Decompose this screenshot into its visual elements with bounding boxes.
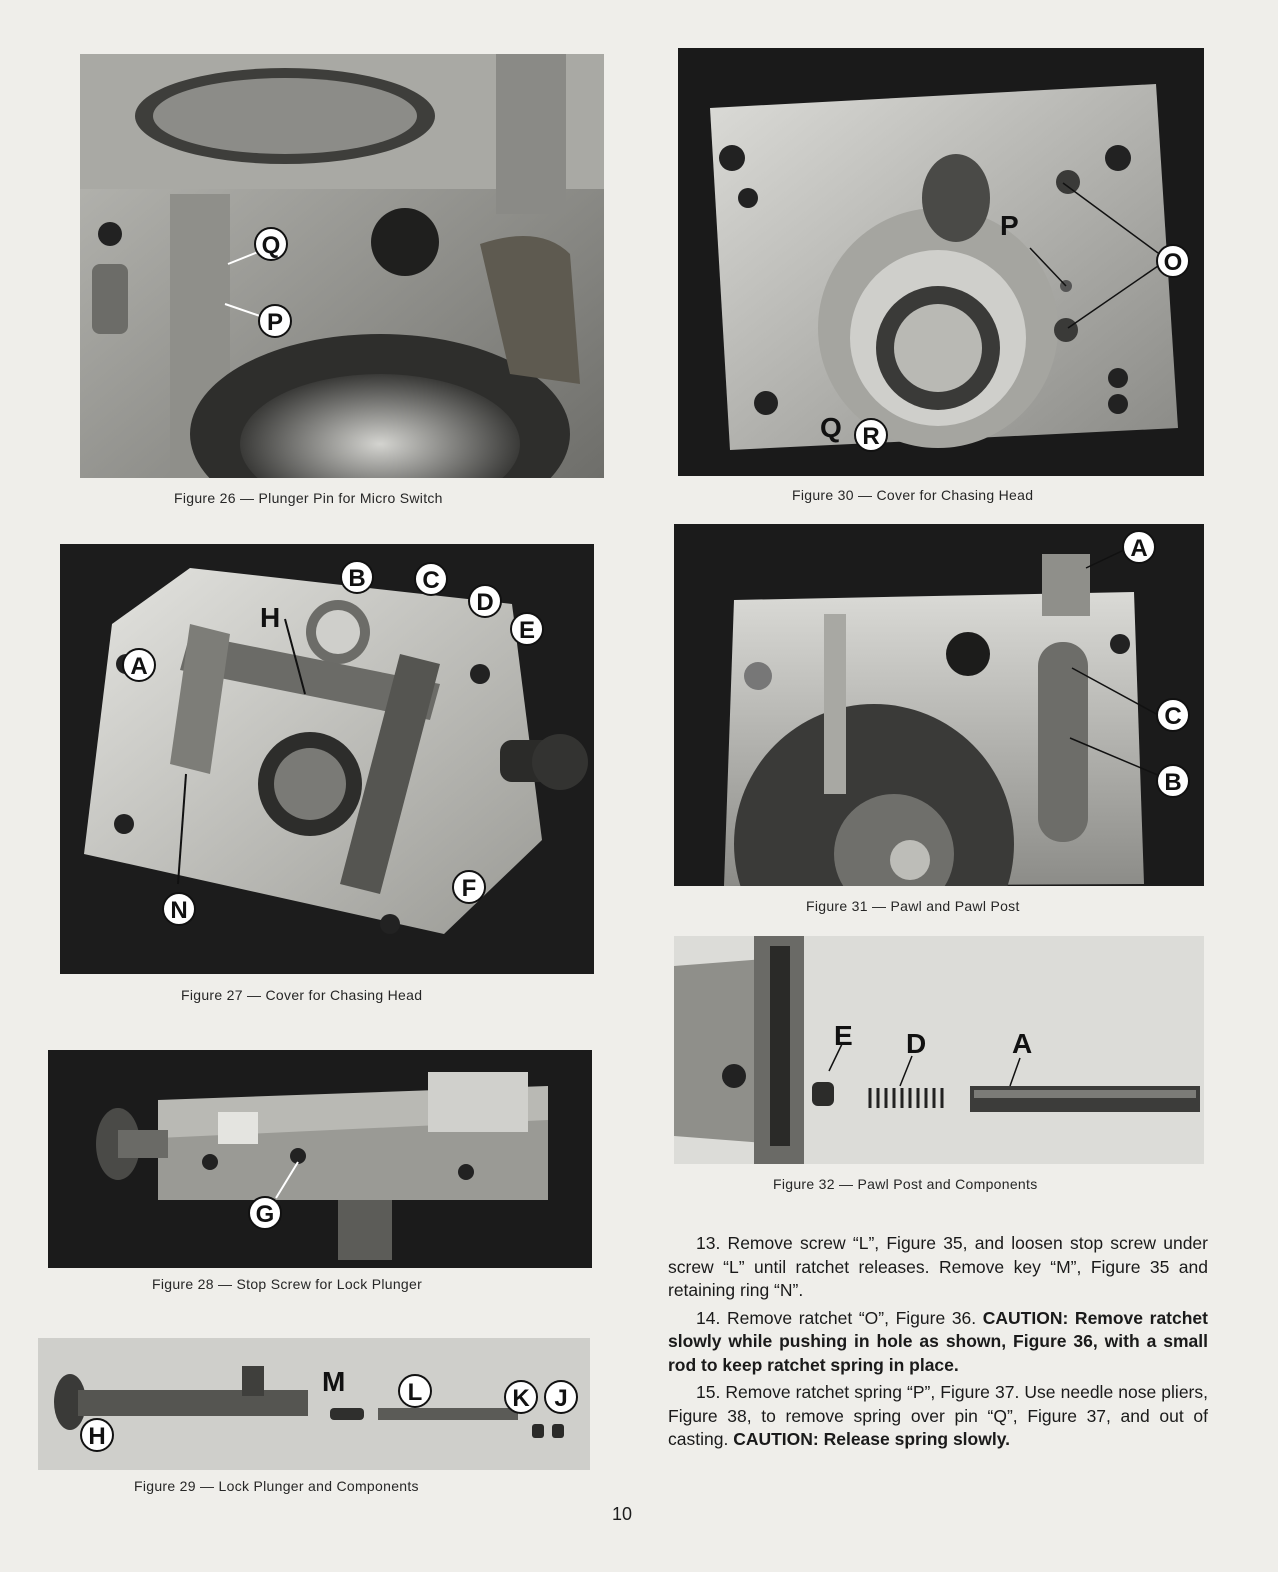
figure-31-caption: Figure 31 — Pawl and Pawl Post <box>806 898 1020 914</box>
step-15-text: 15. Remove ratchet spring “P”, Figure 37. Use needle nose pliers, Figure 38, to remove spring over pin “Q”, Figure 37, and out of casting. <box>668 1382 1208 1449</box>
label-g: G <box>248 1196 282 1230</box>
figure-31-image <box>674 524 1204 886</box>
label-h: H <box>80 1418 114 1452</box>
label-n: N <box>162 892 196 926</box>
figure-26-caption: Figure 26 — Plunger Pin for Micro Switch <box>174 490 443 506</box>
label-a: A <box>1012 1028 1033 1059</box>
figure-30-image <box>678 48 1204 476</box>
step-15 <box>668 1381 1208 1452</box>
figure-26-image <box>80 54 604 478</box>
label-d: D <box>906 1028 927 1059</box>
step-14-text: 14. Remove ratchet “O”, Figure 36. <box>696 1307 983 1328</box>
figure-28-image <box>48 1050 592 1268</box>
instruction-text <box>668 1232 1208 1456</box>
step-13: 13. Remove screw “L”, Figure 35, and loosen stop screw under screw “L” until ratchet releases. Remove key “M”, Figure 35 and retaining ring “N”. <box>668 1233 1208 1300</box>
label-c: C <box>1156 698 1190 732</box>
label-j: J <box>544 1380 578 1414</box>
step-14-caution: CAUTION: Remove ratchet slowly while pushing in hole as shown, Figure 36, with a small rod to keep ratchet spring in place. <box>668 1307 1208 1375</box>
figure-29-photo <box>38 1338 590 1470</box>
figure-28-photo <box>48 1050 592 1268</box>
figure-30-caption: Figure 30 — Cover for Chasing Head <box>792 487 1034 503</box>
figure-29-caption: Figure 29 — Lock Plunger and Components <box>134 1478 419 1494</box>
label-c: C <box>414 562 448 596</box>
label-m: M <box>322 1366 346 1397</box>
figure-27-photo <box>60 544 594 974</box>
label-e: E <box>510 612 544 646</box>
figure-31-photo <box>674 524 1204 886</box>
label-e: E <box>834 1020 853 1051</box>
figure-27-image <box>60 544 594 974</box>
figure-30-photo <box>678 48 1204 476</box>
label-h: H <box>260 602 281 633</box>
step-14 <box>668 1307 1208 1378</box>
label-a: A <box>1122 530 1156 564</box>
figure-26-photo <box>80 54 604 478</box>
label-b: B <box>1156 764 1190 798</box>
label-l: L <box>398 1374 432 1408</box>
label-f: F <box>452 870 486 904</box>
figure-28-caption: Figure 28 — Stop Screw for Lock Plunger <box>152 1276 423 1292</box>
label-q: Q <box>820 412 842 443</box>
figure-27-caption: Figure 27 — Cover for Chasing Head <box>181 987 423 1003</box>
page-number: 10 <box>612 1504 633 1524</box>
figure-32-photo <box>674 936 1204 1164</box>
figure-32-caption: Figure 32 — Pawl Post and Components <box>773 1176 1038 1192</box>
label-d: D <box>468 584 502 618</box>
label-p: P <box>258 304 292 338</box>
label-q: Q <box>254 227 288 261</box>
label-o: O <box>1156 244 1190 278</box>
step-15-caution: CAUTION: Release spring slowly. <box>733 1429 1011 1449</box>
label-b: B <box>340 560 374 594</box>
label-r: R <box>854 418 888 452</box>
label-a: A <box>122 648 156 682</box>
figure-32-image <box>674 936 1204 1164</box>
label-p: P <box>1000 210 1019 241</box>
label-k: K <box>504 1380 538 1414</box>
